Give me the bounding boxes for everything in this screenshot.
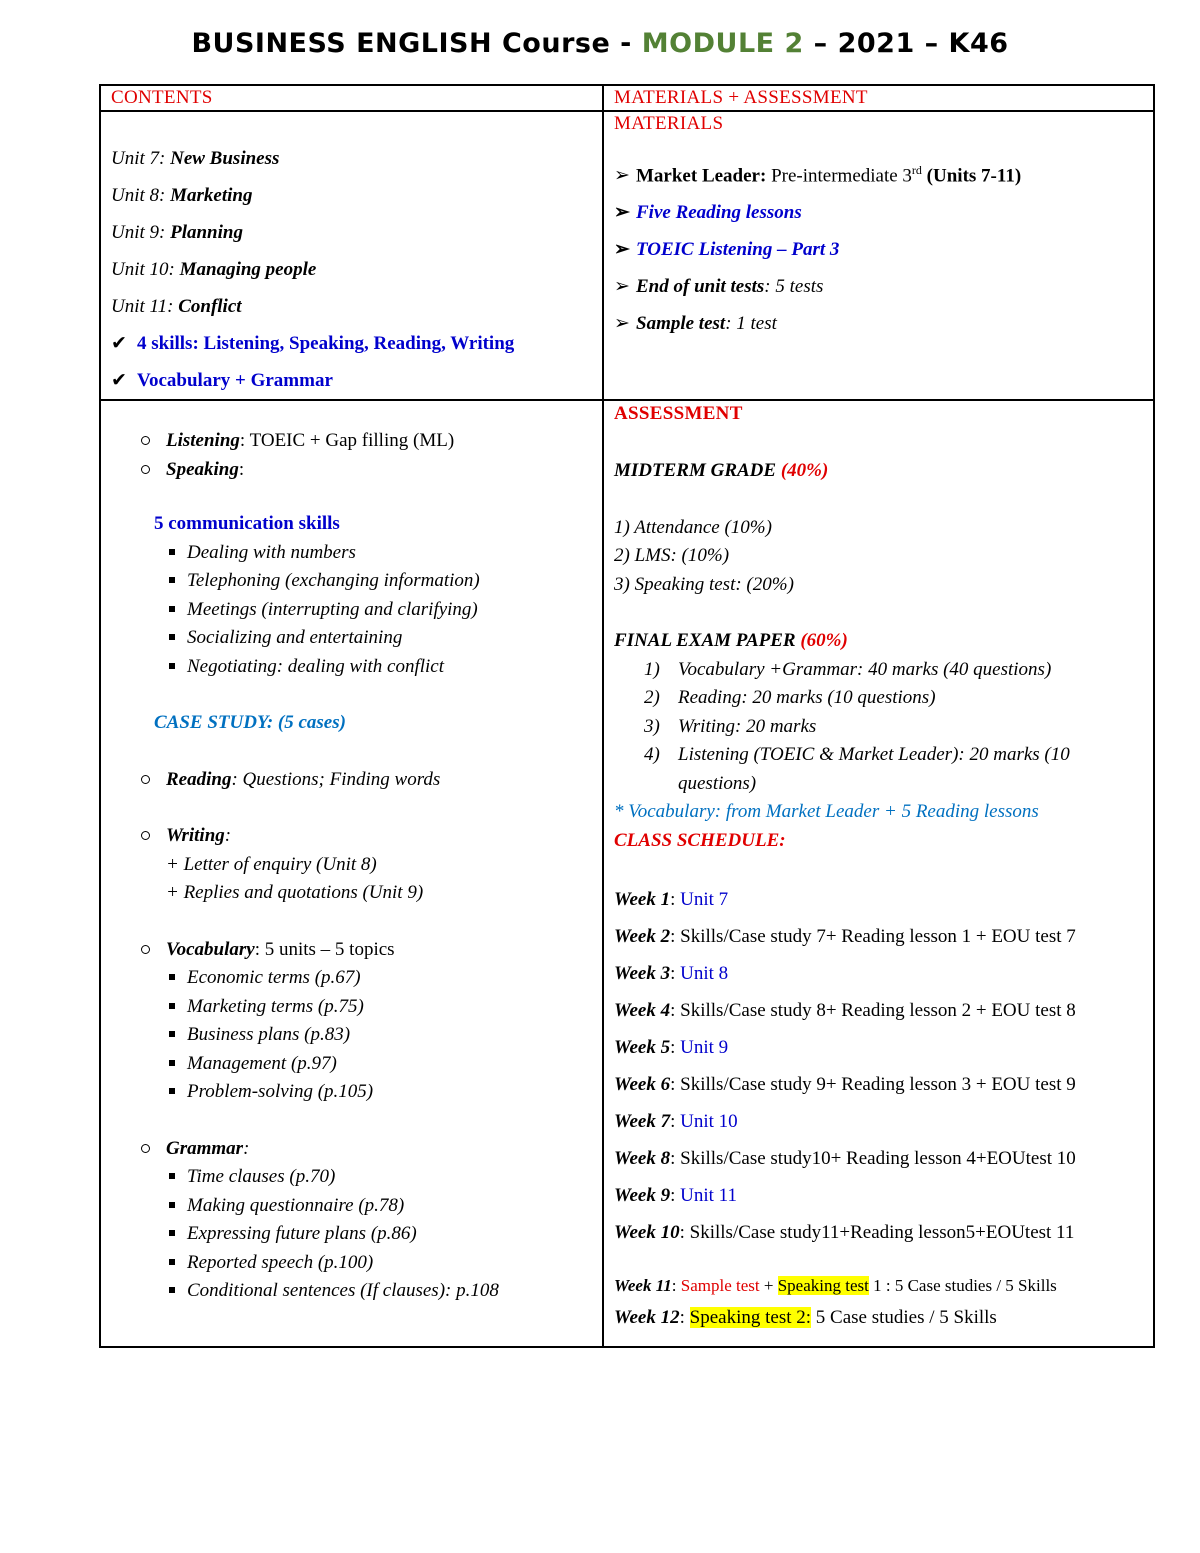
bullet-square-icon	[169, 1031, 175, 1037]
week-label: Week 8	[614, 1148, 671, 1169]
week-label: Week 6	[614, 1074, 671, 1095]
material-toeic: ➢ TOEIC Listening – Part 3	[614, 231, 1143, 268]
week-label: Week 2	[614, 926, 671, 947]
week-text: Unit 9	[680, 1037, 729, 1058]
bullet-square-icon	[169, 1202, 175, 1208]
midterm-grade: MIDTERM GRADE (40%)	[614, 460, 829, 481]
bullet-square-icon	[169, 1060, 175, 1066]
case-study-heading: CASE STUDY: (5 cases)	[154, 712, 346, 733]
checkmark-icon: ✔	[111, 332, 127, 354]
material-reading-lessons: ➢ Five Reading lessons	[614, 194, 1143, 231]
week-12-row: Week 12: Speaking test 2: 5 Case studies / 5 Skills	[614, 1307, 997, 1328]
check-skills: ✔ 4 skills: Listening, Speaking, Reading, Writing	[111, 325, 592, 362]
final-exam-num: 1)	[644, 658, 660, 680]
writing-topic: + Replies and quotations (Unit 9)	[166, 882, 424, 903]
bullet-square-icon	[169, 1287, 175, 1293]
final-exam-text: Reading: 20 marks (10 questions)	[678, 687, 936, 708]
writing-list	[111, 851, 592, 908]
week-sep: :	[670, 1148, 681, 1169]
week-row	[614, 1140, 1143, 1177]
midterm-item: 3) Speaking test: (20%)	[614, 573, 794, 595]
week-sep: :	[679, 1222, 690, 1243]
vocabulary-topic	[111, 964, 592, 993]
grammar-list	[111, 1163, 592, 1306]
week-text: Unit 8	[680, 963, 729, 984]
communication-skills-heading: 5 communication skills	[154, 513, 340, 534]
grammar-topic	[111, 1277, 592, 1306]
arrow-icon: ➢	[614, 239, 630, 261]
bullet-square-icon	[169, 1259, 175, 1265]
arrow-icon: ➢	[614, 165, 630, 187]
final-exam-list	[614, 656, 1143, 799]
unit-name: Managing people	[179, 259, 317, 280]
listening-item: Listening: TOEIC + Gap filling (ML)	[111, 427, 592, 456]
communication-skill	[111, 567, 592, 596]
vocabulary-item: Vocabulary: 5 units – 5 topics	[111, 936, 592, 965]
bullet-square-icon	[169, 606, 175, 612]
course-table	[99, 84, 1155, 1348]
bullet-square-icon	[169, 663, 175, 669]
materials-heading: MATERIALS	[614, 113, 724, 134]
week-label: Week 5	[614, 1037, 671, 1058]
grammar-topic-text: Conditional sentences (If clauses): p.108	[187, 1280, 499, 1301]
communication-skill	[111, 596, 592, 625]
week-sep: :	[670, 1000, 681, 1021]
grammar-topic-text: Making questionnaire (p.78)	[187, 1194, 405, 1216]
communication-skill	[111, 653, 592, 682]
final-exam-text: Listening (TOEIC & Market Leader): 20 marks (10 questions)	[678, 744, 1070, 794]
units-cell	[100, 111, 603, 400]
contents-header: CONTENTS	[100, 85, 603, 111]
vocabulary-topic	[111, 1078, 592, 1107]
week-row	[614, 881, 1143, 918]
week-row	[614, 1103, 1143, 1140]
vocabulary-topic-text: Economic terms (p.67)	[187, 967, 361, 988]
bullet-square-icon	[169, 974, 175, 980]
bullet-circle-icon	[141, 945, 150, 954]
speaking-item: Speaking:	[111, 456, 592, 485]
bullet-square-icon	[169, 1003, 175, 1009]
week-text: Unit 11	[680, 1185, 737, 1206]
midterm-item: 1) Attendance (10%)	[614, 516, 772, 538]
unit-name: Planning	[170, 222, 243, 243]
vocabulary-topic	[111, 1021, 592, 1050]
vocabulary-topic-text: Management (p.97)	[187, 1052, 337, 1074]
unit-item	[111, 214, 592, 251]
week-row	[614, 1029, 1143, 1066]
final-exam-item	[614, 656, 1143, 685]
assessment-heading: ASSESSMENT	[614, 403, 743, 424]
communication-skill-text: Meetings (interrupting and clarifying)	[187, 598, 478, 620]
final-exam-num: 3)	[644, 715, 660, 737]
unit-name: Conflict	[178, 296, 242, 317]
grammar-topic-text: Expressing future plans (p.86)	[187, 1223, 417, 1244]
skills-detail-cell	[100, 400, 603, 1347]
bullet-square-icon	[169, 634, 175, 640]
week-sep: :	[670, 963, 681, 984]
week-text: Skills/Case study 8+ Reading lesson 2 + EOU test 8	[680, 1000, 1076, 1021]
week-sep: :	[670, 1037, 681, 1058]
document-title: BUSINESS ENGLISH Course - MODULE 2 – 2021 – K46	[191, 28, 1009, 59]
communication-skills-list	[111, 539, 592, 682]
vocabulary-topic-text: Marketing terms (p.75)	[187, 995, 364, 1017]
week-label: Week 9	[614, 1185, 671, 1206]
final-exam-num: 2)	[644, 687, 660, 708]
checkmark-icon: ✔	[111, 369, 127, 391]
final-exam-text: Vocabulary +Grammar: 40 marks (40 questions)	[678, 658, 1052, 680]
material-eou-tests: ➢ End of unit tests: 5 tests	[614, 268, 1143, 305]
vocabulary-note: * Vocabulary: from Market Leader + 5 Reading lessons	[614, 801, 1039, 822]
bullet-circle-icon	[141, 1144, 150, 1153]
grammar-topic	[111, 1220, 592, 1249]
materials-assessment-header: MATERIALS + ASSESSMENT	[603, 85, 1154, 111]
grammar-topic	[111, 1163, 592, 1192]
bullet-square-icon	[169, 577, 175, 583]
week-label: Week 7	[614, 1111, 671, 1132]
week-row	[614, 992, 1143, 1029]
week-11-row: Week 11: Sample test + Speaking test 1 : 5 Case studies / 5 Skills	[614, 1276, 1057, 1295]
grammar-topic-text: Reported speech (p.100)	[187, 1251, 374, 1273]
unit-prefix: Unit 8:	[111, 185, 171, 206]
material-sample-test: ➢ Sample test: 1 test	[614, 305, 1143, 342]
class-schedule-heading: CLASS SCHEDULE:	[614, 829, 786, 851]
unit-item	[111, 140, 592, 177]
bullet-square-icon	[169, 1173, 175, 1179]
bullet-circle-icon	[141, 465, 150, 474]
week-sep: :	[670, 926, 681, 947]
arrow-icon: ➢	[614, 276, 630, 298]
vocabulary-topic	[111, 1050, 592, 1079]
week-sep: :	[670, 889, 681, 910]
bullet-circle-icon	[141, 831, 150, 840]
week-label: Week 10	[614, 1222, 680, 1243]
unit-item	[111, 288, 592, 325]
units-list	[111, 140, 592, 325]
weeks-list	[614, 881, 1143, 1251]
week-label: Week 4	[614, 1000, 671, 1021]
final-exam-item	[614, 713, 1143, 742]
week-row	[614, 1214, 1143, 1251]
final-exam: FINAL EXAM PAPER (60%)	[614, 630, 848, 651]
week-text: Unit 10	[680, 1111, 738, 1132]
week-sep: :	[670, 1111, 681, 1132]
grammar-topic	[111, 1192, 592, 1221]
week-sep: :	[670, 1074, 681, 1095]
bullet-circle-icon	[141, 775, 150, 784]
week-text: Skills/Case study 9+ Reading lesson 3 + EOU test 9	[680, 1074, 1076, 1095]
bullet-square-icon	[169, 549, 175, 555]
communication-skill	[111, 624, 592, 653]
vocabulary-topic-text: Business plans (p.83)	[187, 1024, 351, 1045]
final-exam-item	[614, 741, 1143, 798]
reading-item: Reading: Questions; Finding words	[111, 766, 592, 795]
unit-prefix: Unit 11:	[111, 296, 179, 317]
week-label: Week 3	[614, 963, 671, 984]
unit-name: Marketing	[170, 185, 253, 206]
unit-prefix: Unit 9:	[111, 222, 171, 243]
communication-skill-text: Telephoning (exchanging information)	[187, 570, 480, 591]
material-market-leader: ➢ Market Leader: Pre-intermediate 3rd (Units 7-11)	[614, 152, 1143, 194]
communication-skill-text: Negotiating: dealing with conflict	[187, 655, 445, 677]
final-exam-text: Writing: 20 marks	[678, 715, 817, 737]
week-row	[614, 955, 1143, 992]
grammar-item: Grammar:	[111, 1135, 592, 1164]
grammar-topic-text: Time clauses (p.70)	[187, 1166, 336, 1187]
writing-topic: + Letter of enquiry (Unit 8)	[166, 853, 377, 875]
communication-skill-text: Dealing with numbers	[187, 541, 356, 563]
unit-prefix: Unit 10:	[111, 259, 180, 280]
week-text: Unit 7	[680, 889, 729, 910]
week-label: Week 1	[614, 889, 671, 910]
vocabulary-topic	[111, 993, 592, 1022]
grammar-topic	[111, 1249, 592, 1278]
week-sep: :	[670, 1185, 681, 1206]
week-text: Skills/Case study11+Reading lesson5+EOUtest 11	[689, 1222, 1075, 1243]
final-exam-item	[614, 684, 1143, 713]
check-vocab: ✔ Vocabulary + Grammar	[111, 362, 592, 399]
week-text: Skills/Case study10+ Reading lesson 4+EOUtest 10	[680, 1148, 1076, 1169]
final-exam-num: 4)	[644, 744, 660, 765]
materials-cell	[603, 111, 1154, 400]
week-text: Skills/Case study 7+ Reading lesson 1 + EOU test 7	[680, 926, 1076, 947]
bullet-square-icon	[169, 1230, 175, 1236]
assessment-cell	[603, 400, 1154, 1347]
unit-name: New Business	[170, 148, 280, 169]
unit-prefix: Unit 7:	[111, 148, 171, 169]
arrow-icon: ➢	[614, 313, 630, 335]
unit-item	[111, 251, 592, 288]
arrow-icon: ➢	[614, 202, 630, 224]
vocabulary-topic-text: Problem-solving (p.105)	[187, 1081, 374, 1102]
week-row	[614, 1177, 1143, 1214]
week-row	[614, 1066, 1143, 1103]
midterm-item: 2) LMS: (10%)	[614, 545, 730, 566]
writing-item: Writing:	[111, 822, 592, 851]
bullet-circle-icon	[141, 436, 150, 445]
communication-skill	[111, 539, 592, 568]
week-row	[614, 918, 1143, 955]
vocabulary-list	[111, 964, 592, 1107]
midterm-list	[614, 514, 1143, 600]
module-label: MODULE 2	[641, 28, 804, 59]
unit-item	[111, 177, 592, 214]
communication-skill-text: Socializing and entertaining	[187, 627, 403, 648]
bullet-square-icon	[169, 1088, 175, 1094]
